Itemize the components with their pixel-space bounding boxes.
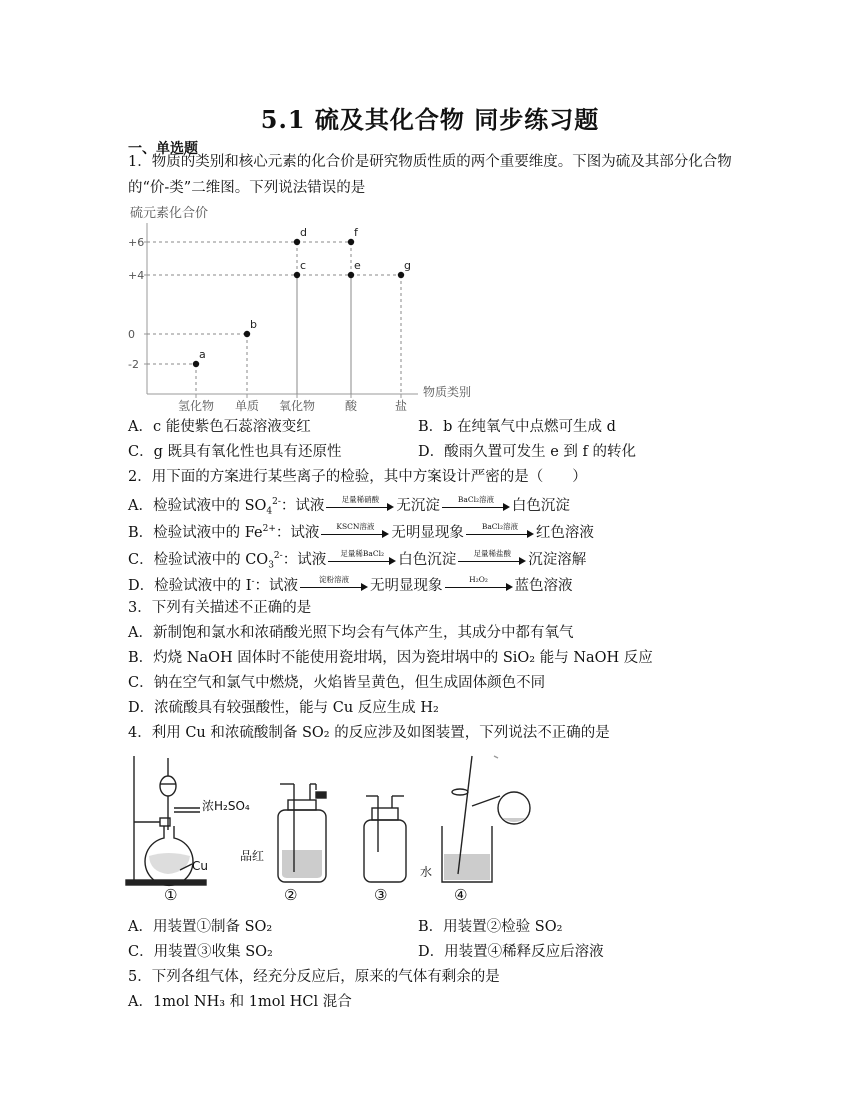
reaction-arrow bbox=[321, 521, 389, 540]
point-f bbox=[348, 239, 354, 245]
x-tick-label: 盐 bbox=[394, 399, 408, 413]
q2-a-post: ：试液 bbox=[280, 497, 325, 514]
reaction-arrow bbox=[458, 548, 526, 567]
x-tick-label: 氢化物 bbox=[177, 399, 215, 413]
point-b bbox=[244, 331, 250, 337]
apparatus-2 bbox=[240, 784, 326, 904]
q1-option-c: C．g 既具有氧化性也具有还原性 bbox=[128, 444, 342, 460]
q4-option-a: A．用装置①制备 SO₂ bbox=[128, 919, 273, 935]
x-tick-label: 酸 bbox=[344, 399, 358, 413]
point-label-c: c bbox=[300, 259, 307, 272]
q2-a-end: 白色沉淀 bbox=[511, 497, 570, 514]
chart-xlabel: 物质类别 bbox=[423, 385, 472, 399]
q3-option-c: C．钠在空气和氯气中燃烧，火焰皆呈黄色，但生成固体颜色不同 bbox=[128, 675, 546, 691]
reaction-arrow bbox=[328, 548, 396, 567]
q2-c-end: 沉淀溶解 bbox=[528, 551, 587, 568]
point-label-g: g bbox=[404, 259, 411, 272]
apparatus-figure bbox=[120, 752, 540, 910]
q2-c-pre: C．检验试液中的 CO bbox=[128, 551, 269, 568]
chart-ylabel: 硫元素化合价 bbox=[130, 206, 209, 221]
reaction-arrow bbox=[442, 494, 510, 513]
q2-a-mid: 无沉淀 bbox=[396, 497, 440, 514]
point-g bbox=[398, 272, 404, 278]
q2-b-mid: 无明显现象 bbox=[391, 524, 464, 541]
q2-stem: 2．用下面的方案进行某些离子的检验，其中方案设计严密的是（ ） bbox=[128, 469, 587, 485]
q2-c-arrow2-label: 足量稀盐酸 bbox=[473, 548, 511, 558]
q3-stem: 3．下列有关描述不正确的是 bbox=[128, 600, 312, 616]
label-water: 水 bbox=[420, 865, 433, 879]
q4-option-d: D．用装置④稀释反应后溶液 bbox=[418, 944, 604, 960]
reaction-arrow bbox=[466, 521, 534, 540]
q5-stem: 5．下列各组气体，经充分反应后，原来的气体有剩余的是 bbox=[128, 969, 500, 985]
q2-c-post: ：试液 bbox=[282, 551, 327, 568]
apparatus-2-number: ② bbox=[284, 886, 298, 904]
q3-option-b: B．灼烧 NaOH 固体时不能使用瓷坩埚，因为瓷坩埚中的 SiO₂ 能与 NaOH 反应 bbox=[128, 650, 653, 666]
q2-d-pre: D．检验试液中的 I bbox=[128, 577, 252, 594]
q4-stem: 4．利用 Cu 和浓硫酸制备 SO₂ 的反应涉及如图装置，下列说法不正确的是 bbox=[128, 725, 610, 741]
y-tick-label: 0 bbox=[128, 328, 135, 341]
q3-option-a: A．新制饱和氯水和浓硝酸光照下均会有气体产生，其成分中都有氧气 bbox=[128, 625, 574, 641]
x-tick-label: 单质 bbox=[234, 399, 260, 413]
q1-stem-line2: 的“价-类”二维图。下列说法错误的是 bbox=[128, 180, 366, 196]
apparatus-3 bbox=[364, 796, 406, 904]
q2-b-pre: B．检验试液中的 Fe bbox=[128, 524, 263, 541]
point-label-a: a bbox=[199, 348, 206, 361]
point-a bbox=[193, 361, 199, 367]
q4-option-c: C．用装置③收集 SO₂ bbox=[128, 944, 273, 960]
apparatus-3-number: ③ bbox=[374, 886, 388, 904]
q1-option-d: D．酸雨久置可发生 e 到 f 的转化 bbox=[418, 444, 637, 460]
q4-option-b: B．用装置②检验 SO₂ bbox=[418, 919, 563, 935]
point-label-f: f bbox=[354, 226, 358, 239]
q1-stem-line1: 1．物质的类别和核心元素的化合价是研究物质性质的两个重要维度。下图为硫及其部分化合物 bbox=[128, 154, 732, 170]
q1-option-b: B．b 在纯氧气中点燃可生成 d bbox=[418, 419, 616, 435]
valence-class-chart bbox=[120, 198, 500, 416]
label-cu: Cu bbox=[192, 859, 208, 873]
reaction-arrow bbox=[445, 574, 513, 593]
apparatus-1 bbox=[126, 756, 250, 904]
y-tick-label: +4 bbox=[128, 269, 145, 282]
reaction-arrow bbox=[300, 574, 368, 593]
q5-option-a: A．1mol NH₃ 和 1mol HCl 混合 bbox=[128, 994, 352, 1010]
q2-d-arrow1-label: 淀粉溶液 bbox=[319, 574, 350, 584]
q2-c-ion: 3 bbox=[268, 560, 274, 571]
x-tick-label: 氧化物 bbox=[278, 399, 316, 413]
apparatus-4 bbox=[420, 756, 530, 904]
q2-d-post: ：试液 bbox=[254, 577, 299, 594]
q2-option-b bbox=[128, 519, 594, 543]
q2-b-end: 红色溶液 bbox=[535, 524, 594, 541]
q2-d-arrow2-label: H₂O₂ bbox=[469, 574, 488, 584]
q2-a-ion: 4 bbox=[266, 506, 273, 517]
point-label-e: e bbox=[354, 259, 361, 272]
apparatus-4-number: ④ bbox=[454, 886, 468, 904]
q2-c-mid: 白色沉淀 bbox=[398, 551, 457, 568]
q2-b-charge: 2+ bbox=[262, 524, 276, 534]
q1-option-a: A．c 能使紫色石蕊溶液变红 bbox=[128, 419, 311, 435]
y-tick-label: -2 bbox=[128, 358, 139, 371]
y-tick-label: +6 bbox=[128, 236, 145, 249]
q2-b-arrow1-label: KSCN溶液 bbox=[336, 521, 375, 531]
q2-d-end: 蓝色溶液 bbox=[514, 577, 573, 594]
q2-a-pre: A．检验试液中的 SO bbox=[128, 497, 267, 514]
q2-d-charge: - bbox=[251, 577, 255, 587]
q2-a-arrow2-label: BaCl₂溶液 bbox=[457, 494, 494, 504]
section-heading: 一、单选题 bbox=[128, 141, 198, 157]
point-label-b: b bbox=[250, 318, 257, 331]
q2-b-post: ：试液 bbox=[275, 524, 320, 541]
q2-c-charge: 2- bbox=[273, 551, 283, 561]
page-title: 5.1 硫及其化合物 同步练习题 bbox=[260, 105, 600, 134]
q2-b-arrow2-label: BaCl₂溶液 bbox=[481, 521, 518, 531]
q3-option-d: D．浓硫酸具有较强酸性，能与 Cu 反应生成 H₂ bbox=[128, 700, 439, 716]
q2-a-charge: 2- bbox=[272, 497, 281, 507]
q2-a-arrow1-label: 足量稀硝酸 bbox=[341, 494, 380, 504]
label-pinhong: 品红 bbox=[240, 849, 265, 863]
q2-d-mid: 无明显现象 bbox=[370, 577, 443, 594]
point-label-d: d bbox=[300, 226, 307, 239]
point-d bbox=[294, 239, 300, 245]
point-e bbox=[348, 272, 354, 278]
apparatus-1-number: ① bbox=[164, 886, 178, 904]
label-conc-h2so4: 浓H₂SO₄ bbox=[202, 799, 250, 813]
point-c bbox=[294, 272, 300, 278]
q2-c-arrow1-label: 足量稀BaCl₂ bbox=[340, 548, 385, 558]
reaction-arrow bbox=[326, 494, 394, 513]
q2-option-d bbox=[128, 572, 573, 596]
